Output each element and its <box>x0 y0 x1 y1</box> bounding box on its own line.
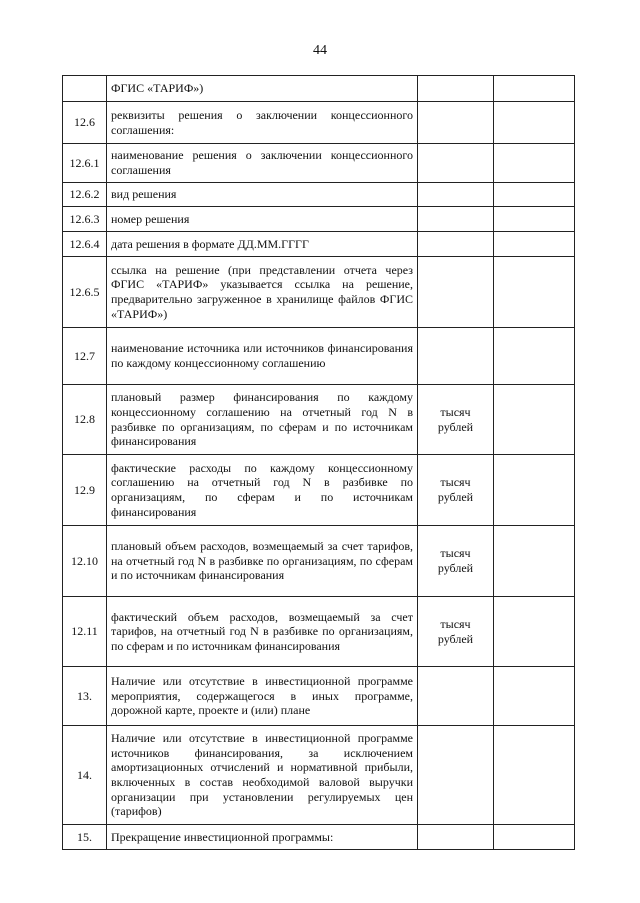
row-value <box>494 455 575 526</box>
row-value <box>494 144 575 183</box>
table-row <box>63 328 575 385</box>
row-description: дата решения в формате ДД.ММ.ГГГГ <box>107 232 418 257</box>
row-unit <box>418 207 494 232</box>
table-row <box>63 183 575 207</box>
row-description: реквизиты решения о заключении концессионного соглашения: <box>107 102 418 144</box>
row-value <box>494 667 575 726</box>
row-value <box>494 232 575 257</box>
row-description: наименование источника или источников финансирования по каждому концессионному соглашению <box>107 328 418 385</box>
row-number: 14. <box>63 726 107 825</box>
row-unit: тысяч рублей <box>418 597 494 667</box>
row-unit <box>418 328 494 385</box>
row-description: вид решения <box>107 183 418 207</box>
table-row <box>63 726 575 825</box>
row-number: 12.8 <box>63 385 107 455</box>
row-unit: тысяч рублей <box>418 455 494 526</box>
table-row <box>63 207 575 232</box>
row-value <box>494 207 575 232</box>
row-description: фактические расходы по каждому концессионному соглашению на отчетный год N в разбивке по организациям, по сферам и по источникам финансирования <box>107 455 418 526</box>
row-number: 12.6 <box>63 102 107 144</box>
row-unit: тысяч рублей <box>418 385 494 455</box>
page-number: 44 <box>313 43 327 58</box>
row-value <box>494 102 575 144</box>
row-unit <box>418 726 494 825</box>
table-row <box>63 455 575 526</box>
row-unit <box>418 667 494 726</box>
row-number: 15. <box>63 825 107 850</box>
row-unit <box>418 183 494 207</box>
row-description: ссылка на решение (при представлении отчета через ФГИС «ТАРИФ» указывается ссылка на решение, предварительно загруженное в хранилище файлов ФГИС «ТАРИФ») <box>107 257 418 328</box>
table-row <box>63 825 575 850</box>
requirements-table <box>62 75 575 850</box>
row-description: наименование решения о заключении концессионного соглашения <box>107 144 418 183</box>
table-row <box>63 232 575 257</box>
row-number: 12.6.4 <box>63 232 107 257</box>
row-value <box>494 597 575 667</box>
row-unit: тысяч рублей <box>418 526 494 597</box>
row-number: 12.9 <box>63 455 107 526</box>
row-description: плановый размер финансирования по каждому концессионному соглашению на отчетный год N в разбивке по организациям, по сферам и по источникам финансирования <box>107 385 418 455</box>
row-description: ФГИС «ТАРИФ») <box>107 76 418 102</box>
table-row <box>63 257 575 328</box>
table-row <box>63 526 575 597</box>
row-number: 12.11 <box>63 597 107 667</box>
row-unit <box>418 257 494 328</box>
row-description: Наличие или отсутствие в инвестиционной программе мероприятия, содержащегося в иных программе, дорожной карте, проекте и (или) плане <box>107 667 418 726</box>
table-row <box>63 385 575 455</box>
row-unit <box>418 102 494 144</box>
row-value <box>494 76 575 102</box>
row-number: 12.10 <box>63 526 107 597</box>
row-value <box>494 526 575 597</box>
row-value <box>494 726 575 825</box>
row-description: Прекращение инвестиционной программы: <box>107 825 418 850</box>
row-number <box>63 76 107 102</box>
row-description: плановый объем расходов, возмещаемый за счет тарифов, на отчетный год N в разбивке по организациям, по сферам и по источникам финансирования <box>107 526 418 597</box>
row-unit <box>418 144 494 183</box>
row-number: 13. <box>63 667 107 726</box>
row-value <box>494 385 575 455</box>
row-number: 12.7 <box>63 328 107 385</box>
row-value <box>494 825 575 850</box>
row-number: 12.6.1 <box>63 144 107 183</box>
row-number: 12.6.2 <box>63 183 107 207</box>
table-row <box>63 102 575 144</box>
row-value <box>494 257 575 328</box>
table-row <box>63 597 575 667</box>
table-row <box>63 144 575 183</box>
row-unit <box>418 232 494 257</box>
row-value <box>494 183 575 207</box>
row-value <box>494 328 575 385</box>
row-number: 12.6.3 <box>63 207 107 232</box>
row-description: номер решения <box>107 207 418 232</box>
row-description: фактический объем расходов, возмещаемый за счет тарифов, на отчетный год N в разбивке по организациям, по сферам и по источникам финансирования <box>107 597 418 667</box>
table-row <box>63 667 575 726</box>
row-number: 12.6.5 <box>63 257 107 328</box>
row-description: Наличие или отсутствие в инвестиционной программе источников финансирования, за исключением амортизационных отчислений и нормативной прибыли, включенных в состав необходимой валовой выручки организации при установлении регулируемых цен (тарифов) <box>107 726 418 825</box>
table-row <box>63 76 575 102</box>
row-unit <box>418 825 494 850</box>
row-unit <box>418 76 494 102</box>
